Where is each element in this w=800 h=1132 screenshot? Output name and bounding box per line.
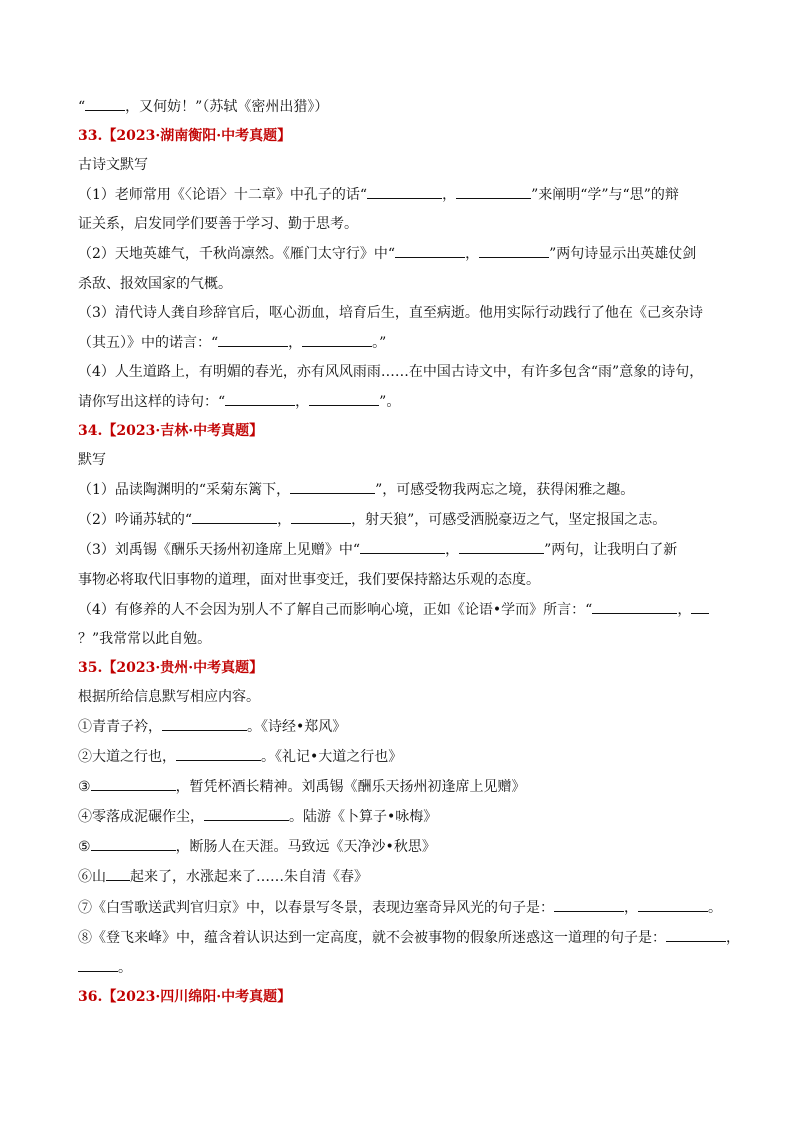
answer-blank[interactable] — [204, 806, 289, 821]
question-36-heading — [78, 987, 730, 1007]
question-type — [78, 155, 730, 175]
answer-blank[interactable] — [367, 184, 442, 199]
text: （1）品读陶渊明的“采菊东篱下， — [78, 482, 291, 499]
text-line — [78, 897, 730, 918]
answer-blank[interactable] — [176, 746, 261, 761]
question-33-heading — [78, 126, 730, 146]
answer-blank[interactable] — [479, 243, 549, 258]
text: ， — [277, 512, 292, 529]
text: ④零落成泥碾作尘， — [78, 809, 204, 826]
text: ， — [465, 246, 480, 263]
answer-blank[interactable] — [638, 897, 708, 912]
answer-blank[interactable] — [691, 599, 709, 614]
answer-blank[interactable] — [554, 897, 624, 912]
answer-blank[interactable] — [78, 957, 118, 972]
text: ，又何妨！”（苏轼《密州出猎》） — [125, 99, 329, 115]
text: ”。 — [379, 393, 401, 410]
text: ，射天狼”，可感受洒脱豪迈之气，坚定报国之志。 — [351, 512, 667, 529]
text-line — [78, 746, 730, 767]
text: （2）吟诵苏轼的“ — [78, 512, 193, 529]
text: （4）人生道路上，有明媚的春光，亦有风风雨雨……在中国古诗文中，有许多包含“雨”意象的诗句， — [78, 363, 704, 380]
answer-blank[interactable] — [360, 539, 445, 554]
text-line — [78, 274, 730, 294]
text: （4）有修养的人不会因为别人不了解自己而影响心境，正如《论语•学而》所言：“ — [78, 601, 593, 618]
text: ， — [442, 187, 457, 204]
text: ， — [445, 542, 460, 559]
text-line — [78, 184, 730, 205]
text-line — [78, 927, 740, 948]
answer-blank[interactable] — [192, 509, 277, 524]
question-heading-text: 35.【2023·贵州·中考真题】 — [78, 659, 264, 676]
answer-blank[interactable] — [666, 927, 726, 942]
text: ”两句诗显示出英雄仗剑 — [549, 246, 697, 263]
text: ②大道之行也， — [78, 749, 176, 766]
text: ①青青子衿， — [78, 718, 162, 735]
question-type — [78, 687, 730, 707]
question-34-heading — [78, 421, 730, 441]
text-line — [78, 570, 730, 590]
text: 事物必将取代旧事物的道理，面对世事变迁，我们要保持豁达乐观的态度。 — [78, 571, 540, 588]
text: （3）清代诗人龚自珍辞官后，呕心沥血，培育后生，直至病逝。他用实际行动践行了他在《己亥杂诗 — [78, 304, 703, 321]
answer-blank[interactable] — [225, 391, 295, 406]
text: 古诗文默写 — [78, 157, 148, 174]
answer-blank[interactable] — [302, 332, 372, 347]
text-line — [78, 332, 730, 353]
answer-blank[interactable] — [290, 479, 375, 494]
text: 杀敌、报效国家的气概。 — [78, 275, 232, 292]
text-line — [78, 806, 730, 827]
text: ”两句，让我明白了新 — [544, 542, 678, 559]
text: ”，可感受物我两忘之境，获得闲雅之趣。 — [375, 482, 635, 499]
answer-blank[interactable] — [291, 509, 351, 524]
text: 根据所给信息默写相应内容。 — [78, 688, 260, 705]
answer-blank[interactable] — [459, 539, 544, 554]
answer-blank[interactable] — [218, 332, 288, 347]
text-line — [78, 716, 730, 737]
text: 。《礼记•大道之行也》 — [261, 749, 403, 766]
answer-blank[interactable] — [91, 836, 176, 851]
text: ③ — [78, 779, 91, 796]
answer-blank[interactable] — [395, 243, 465, 258]
text: ⑦《白雪歌送武判官归京》中，以春景写冬景，表现边塞奇异风光的句子是： — [78, 899, 554, 916]
text: 起来了，水涨起来了……朱自清《春》 — [130, 869, 368, 886]
text-line — [78, 303, 730, 323]
text: ， — [288, 334, 303, 351]
text-line — [78, 96, 730, 117]
answer-blank[interactable] — [309, 391, 379, 406]
text-line — [78, 776, 730, 797]
text: ？”我常常以此自勉。 — [78, 630, 212, 647]
text: ，断肠人在天涯。马致远《天净沙•秋思》 — [175, 839, 436, 856]
text-line — [78, 866, 730, 887]
question-35-heading — [78, 658, 730, 678]
text: 。《诗经•郑风》 — [247, 718, 347, 735]
text: 请你写出这样的诗句：“ — [78, 393, 226, 410]
text: （2）天地英雄气，千秋尚凛然。《雁门太守行》中“ — [78, 246, 396, 263]
question-heading-text: 34.【2023·吉林·中考真题】 — [78, 423, 264, 440]
text-line — [78, 391, 730, 412]
answer-blank[interactable] — [85, 96, 125, 111]
text: ⑧《登飞来峰》中，蕴含着认识达到一定高度，就不会被事物的假象所迷惑这一道理的句子是： — [78, 929, 666, 946]
text: 。陆游《卜算子•咏梅》 — [289, 809, 438, 826]
text: （其五）》中的诺言：“ — [78, 334, 219, 351]
text: （3）刘禹锡《酬乐天扬州初逢席上见赠》中“ — [78, 542, 361, 559]
text-line — [78, 479, 730, 500]
text: 。” — [372, 334, 387, 351]
text-line — [78, 957, 730, 978]
text: ， — [677, 601, 692, 618]
text: ， — [295, 393, 310, 410]
text-line — [78, 362, 730, 382]
question-type — [78, 450, 730, 470]
text: ，暂凭杯酒长精神。刘禹锡《酬乐天扬州初逢席上见赠》 — [175, 779, 526, 796]
text: ， — [726, 929, 740, 946]
text-line — [78, 629, 730, 649]
text-line — [78, 599, 730, 620]
text: ”来阐明“学”与“思”的辩 — [531, 187, 679, 204]
text: “ — [78, 99, 86, 115]
page-content — [78, 96, 740, 1016]
answer-blank[interactable] — [91, 776, 176, 791]
answer-blank[interactable] — [106, 866, 130, 881]
text-line — [78, 836, 730, 857]
text: 。 — [708, 899, 722, 916]
answer-blank[interactable] — [162, 716, 247, 731]
text: 证关系，启发同学们要善于学习、勤于思考。 — [78, 216, 358, 233]
text-line — [78, 509, 730, 530]
text-line — [78, 243, 730, 264]
text: （1）老师常用《〈论语〉十二章》中孔子的话“ — [78, 187, 368, 204]
answer-blank[interactable] — [456, 184, 531, 199]
text: 。 — [118, 959, 132, 976]
text: ⑥山 — [78, 869, 106, 886]
text-line — [78, 539, 730, 560]
text: 默写 — [78, 452, 106, 469]
question-heading-text: 36.【2023·四川绵阳·中考真题】 — [78, 988, 292, 1005]
text: ⑤ — [78, 839, 91, 856]
answer-blank[interactable] — [592, 599, 677, 614]
question-heading-text: 33.【2023·湖南衡阳·中考真题】 — [78, 128, 292, 145]
text: ， — [624, 899, 638, 916]
text-line — [78, 214, 730, 234]
